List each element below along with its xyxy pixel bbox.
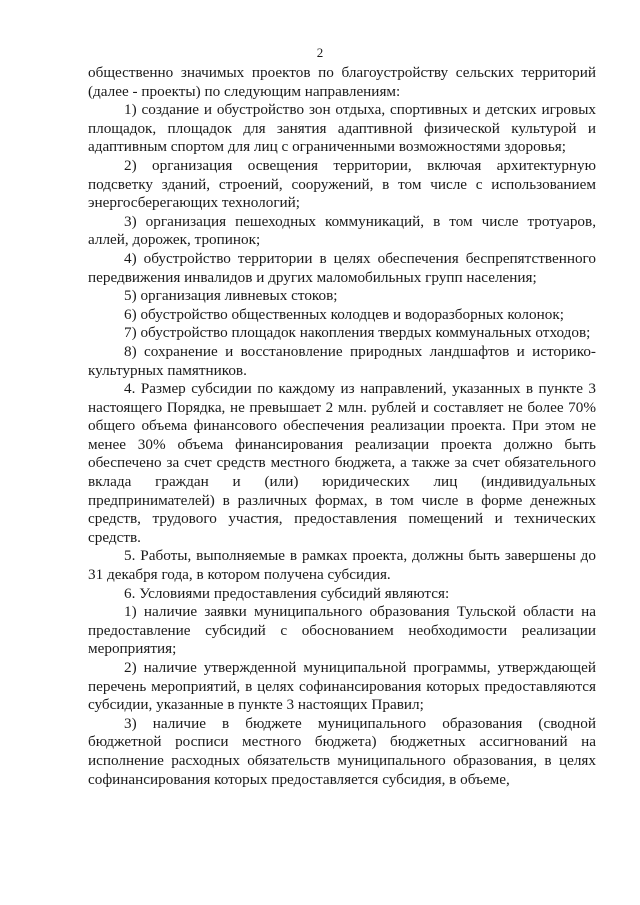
section-4-paragraph: 4. Размер субсидии по каждому из направлений, указанных в пункте 3 настоящего Порядка, не превышает 2 млн. рублей и составляет не более 70% общего объема финансового обеспечения реализации проекта. При этом не менее 30% объема финансирования реализации проекта должно быть обеспечено за счет средств местного бюджета, а также за счет обязательного вклада граждан и (или) юридических лиц (индивидуальных предпринимателей) в различных формах, в том числе в форме денежных средств, трудового участия, предоставления помещений и технических средств. bbox=[88, 380, 596, 546]
list-item-2: 2) организация освещения территории, включая архитектурную подсветку зданий, строений, сооружений, в том числе с использованием энергосберегающих технологий; bbox=[88, 156, 596, 212]
list-item-7: 7) обустройство площадок накопления твердых коммунальных отходов; bbox=[124, 324, 591, 342]
list-item-5: 5) организация ливневых стоков; bbox=[124, 287, 338, 305]
condition-item-1: 1) наличие заявки муниципального образования Тульской области на предоставление субсидий с обоснованием необходимости реализации мероприятия; bbox=[88, 603, 596, 658]
list-item-4: 4) обустройство территории в целях обеспечения беспрепятственного передвижения инвалидов и других маломобильных групп населения; bbox=[88, 249, 596, 286]
paragraph-intro-continuation: общественно значимых проектов по благоустройству сельских территорий (далее - проекты) по следующим направлениям: bbox=[88, 64, 596, 100]
list-item-6: 6) обустройство общественных колодцев и водоразборных колонок; bbox=[124, 305, 564, 323]
condition-item-3: 3) наличие в бюджете муниципального образования (сводной бюджетной росписи местного бюджета) бюджетных ассигнований на исполнение расходных обязательств муниципального образования, в целях софинансирования которых предоставляется субсидия, в объеме, bbox=[88, 714, 596, 788]
section-6-heading: 6. Условиями предоставления субсидий являются: bbox=[124, 584, 450, 602]
condition-item-2: 2) наличие утвержденной муниципальной программы, утверждающей перечень мероприятий, в целях софинансирования которых предоставляются субсидии, указанные в пункте 3 настоящих Правил; bbox=[88, 659, 596, 714]
page-number: 2 bbox=[316, 45, 324, 60]
list-item-3: 3) организация пешеходных коммуникаций, в том числе тротуаров, аллей, дорожек, тропинок; bbox=[88, 212, 596, 249]
section-5-paragraph: 5. Работы, выполняемые в рамках проекта, должны быть завершены до 31 декабря года, в котором получена субсидия. bbox=[88, 547, 596, 584]
document-body bbox=[88, 64, 596, 789]
list-item-1: 1) создание и обустройство зон отдыха, спортивных и детских игровых площадок, площадок для занятия адаптивной физической культурой и адаптивным спортом для лиц с ограниченными возможностями здоровья; bbox=[88, 101, 596, 156]
list-item-8: 8) сохранение и восстановление природных ландшафтов и историко-культурных памятников. bbox=[88, 342, 596, 379]
